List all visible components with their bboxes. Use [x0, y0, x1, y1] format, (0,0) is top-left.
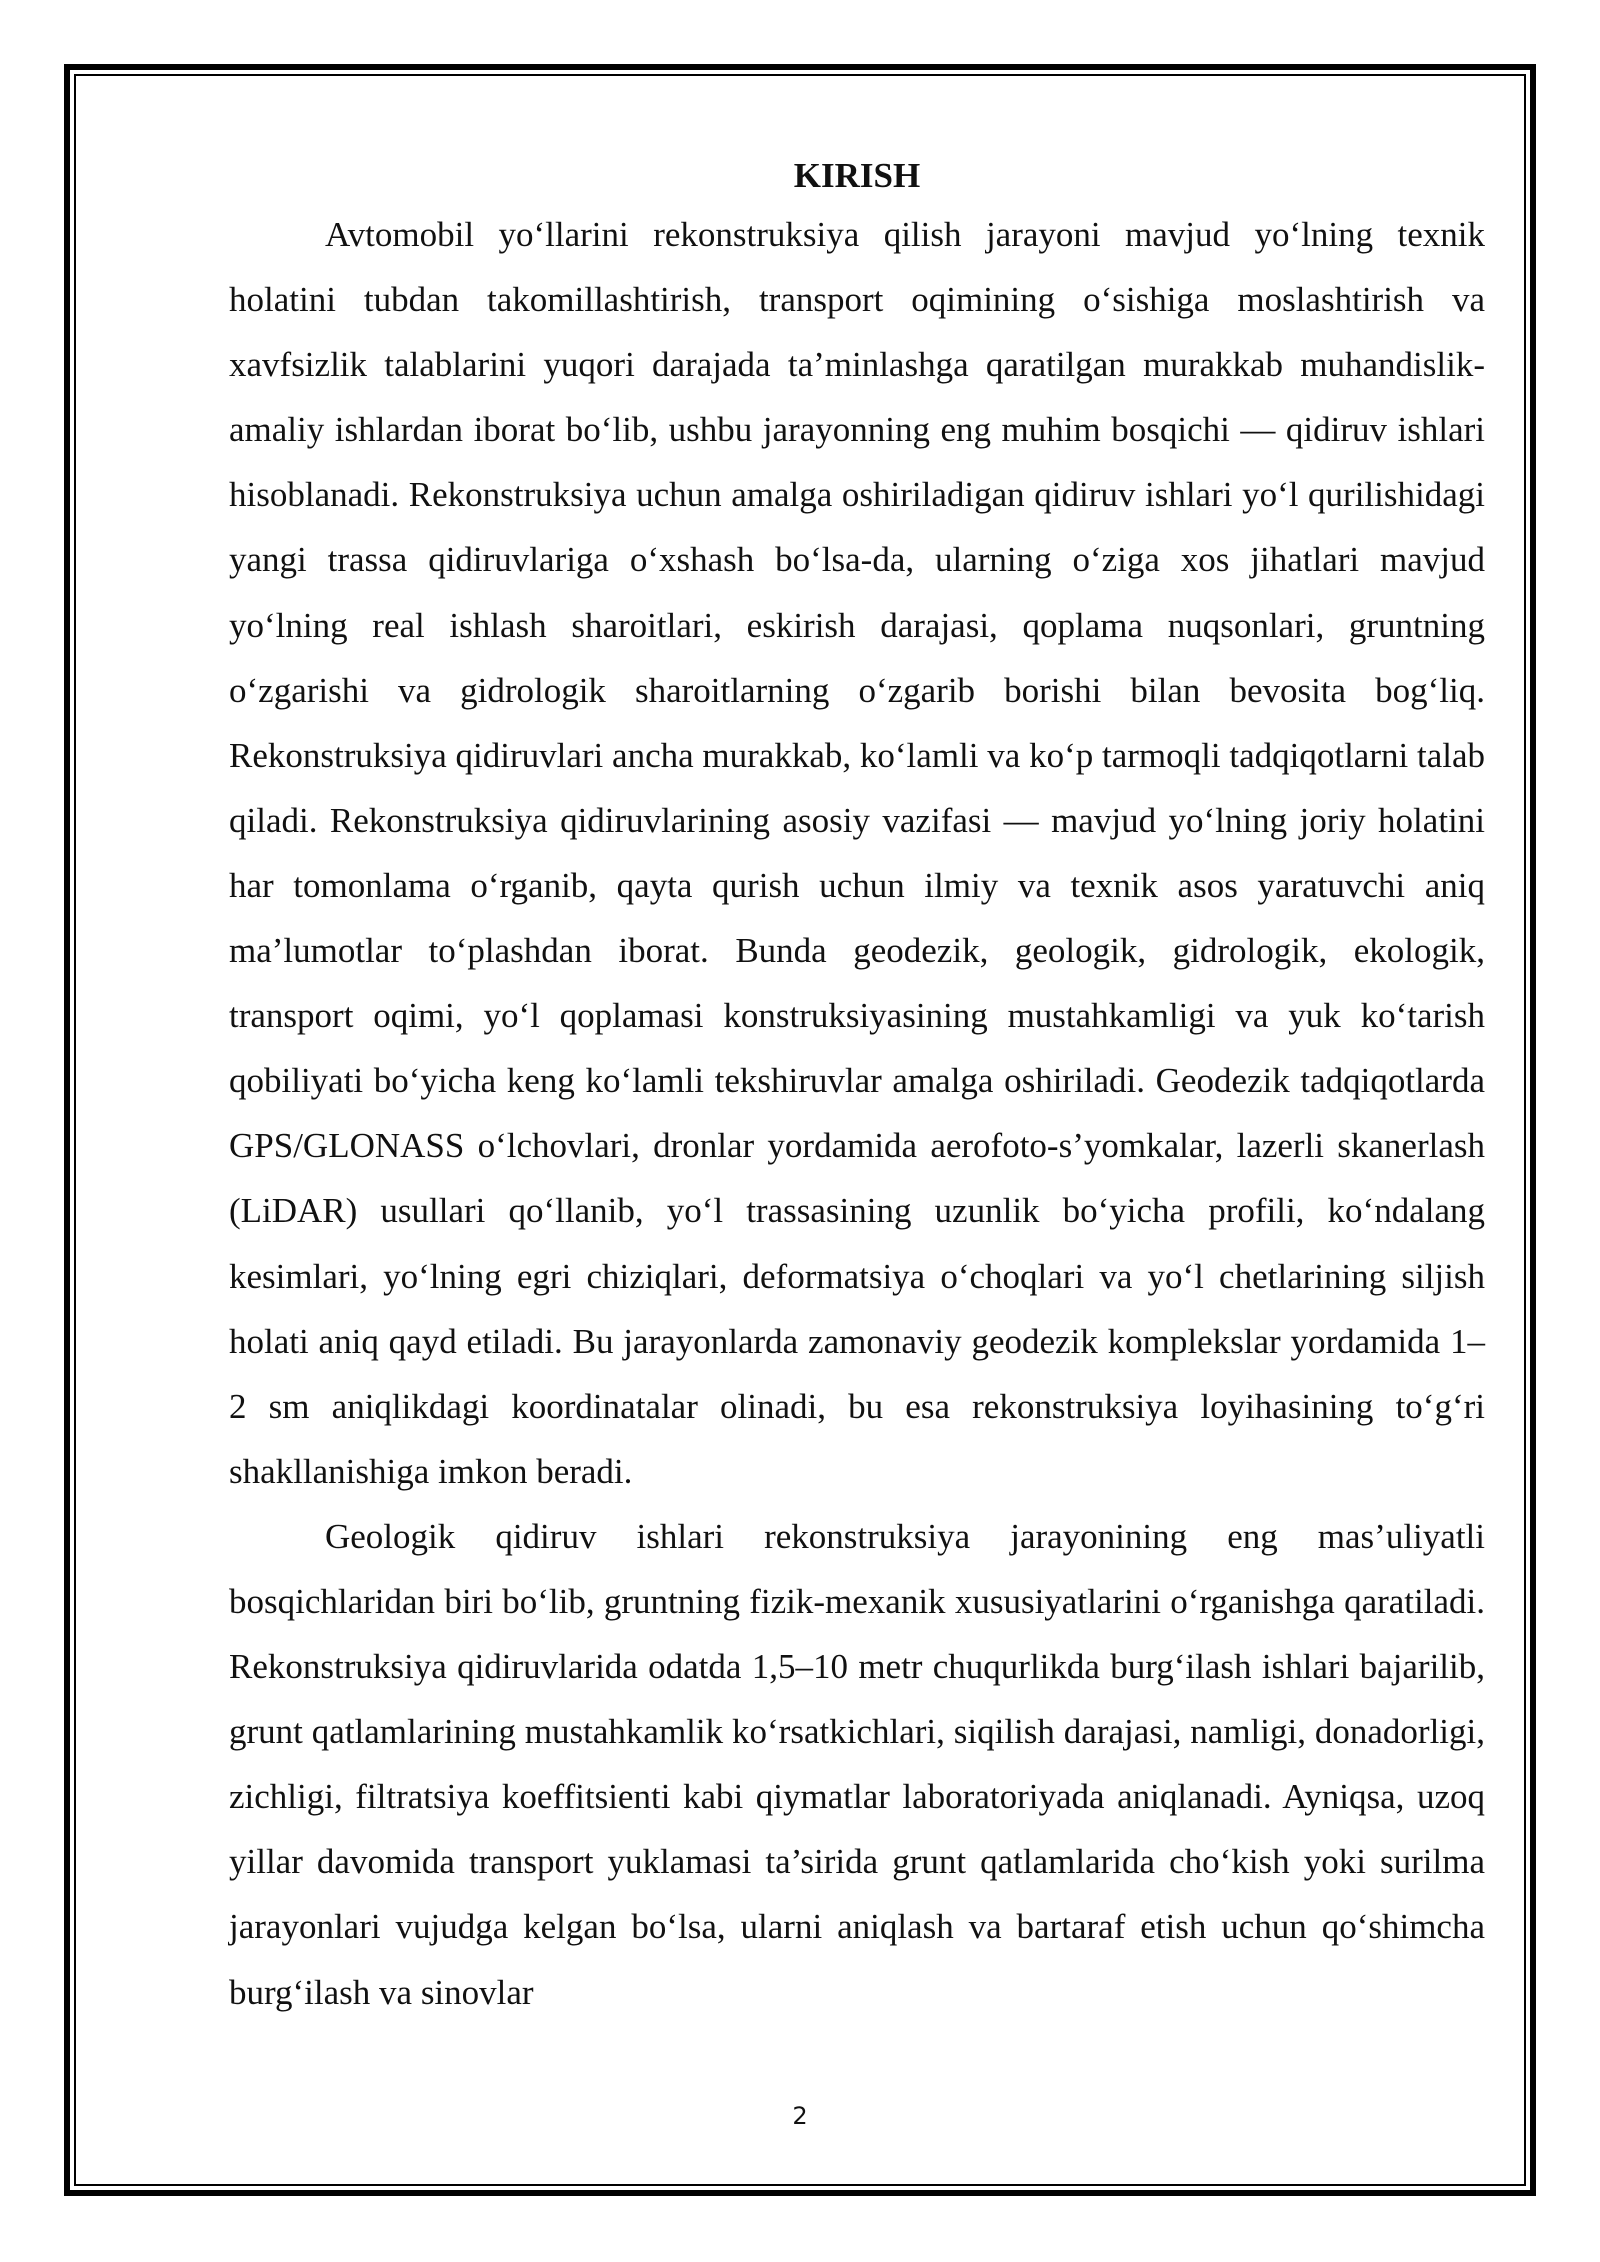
- page-number: 2: [792, 2102, 808, 2130]
- document-body: [229, 150, 1485, 2025]
- paragraph-2: Geologik qidiruv ishlari rekonstruksiya jarayonining eng mas’uliyatli bosqichlaridan biri bo‘lib, gruntning fizik-mexanik xususiyatlarini o‘rganishga qaratiladi. Rekonstruksiya qidiruvlarida odatda 1,5–10 metr chuqurlikda burg‘ilash ishlari bajarilib, grunt qatlamlarining mustahkamlik ko‘rsatkichlari, siqilish darajasi, namligi, donadorligi, zichligi, filtratsiya koeffitsienti kabi qiymatlar laboratoriyada aniqlanadi. Ayniqsa, uzoq yillar davomida transport yuklamasi ta’sirida grunt qatlamlarida cho‘kish yoki surilma jarayonlari vujudga kelgan bo‘lsa, ularni aniqlash va bartaraf etish uchun qo‘shimcha burg‘ilash va sinovlar: [229, 1516, 1485, 2012]
- section-title: KIRISH: [793, 156, 921, 195]
- paragraph-1: Avtomobil yo‘llarini rekonstruksiya qilish jarayoni mavjud yo‘lning texnik holatini tubdan takomillashtirish, transport oqimining o‘sishiga moslashtirish va xavfsizlik talablarini yuqori darajada ta’minlashga qaratilgan murakkab muhandislik-amaliy ishlardan iborat bo‘lib, ushbu jarayonning eng muhim bosqichi — qidiruv ishlari hisoblanadi. Rekonstruksiya uchun amalga oshiriladigan qidiruv ishlari yo‘l qurilishidagi yangi trassa qidiruvlariga o‘xshash bo‘lsa-da, ularning o‘ziga xos jihatlari mavjud yo‘lning real ishlash sharoitlari, eskirish darajasi, qoplama nuqsonlari, gruntning o‘zgarishi va gidrologik sharoitlarning o‘zgarib borishi bilan bevosita bog‘liq. Rekonstruksiya qidiruvlari ancha murakkab, ko‘lamli va ko‘p tarmoqli tadqiqotlarni talab qiladi. Rekonstruksiya qidiruvlarining asosiy vazifasi — mavjud yo‘lning joriy holatini har tomonlama o‘rganib, qayta qurish uchun ilmiy va texnik asos yaratuvchi aniq ma’lumotlar to‘plashdan iborat. Bunda geodezik, geologik, gidrologik, ekologik, transport oqimi, yo‘l qoplamasi konstruksiyasining mustahkamligi va yuk ko‘tarish qobiliyati bo‘yicha keng ko‘lamli tekshiruvlar amalga oshiriladi. Geodezik tadqiqotlarda GPS/GLONASS o‘lchovlari, dronlar yordamida aerofoto-s’yomkalar, lazerli skanerlash (LiDAR) usullari qo‘llanib, yo‘l trassasining uzunlik bo‘yicha profili, ko‘ndalang kesimlari, yo‘lning egri chiziqlari, deformatsiya o‘choqlari va yo‘l chetlarining siljish holati aniq qayd etiladi. Bu jarayonlarda zamonaviy geodezik komplekslar yordamida 1–2 sm aniqlikdagi koordinatalar olinadi, bu esa rekonstruksiya loyihasining to‘g‘ri shakllanishiga imkon beradi.: [229, 215, 1485, 1491]
